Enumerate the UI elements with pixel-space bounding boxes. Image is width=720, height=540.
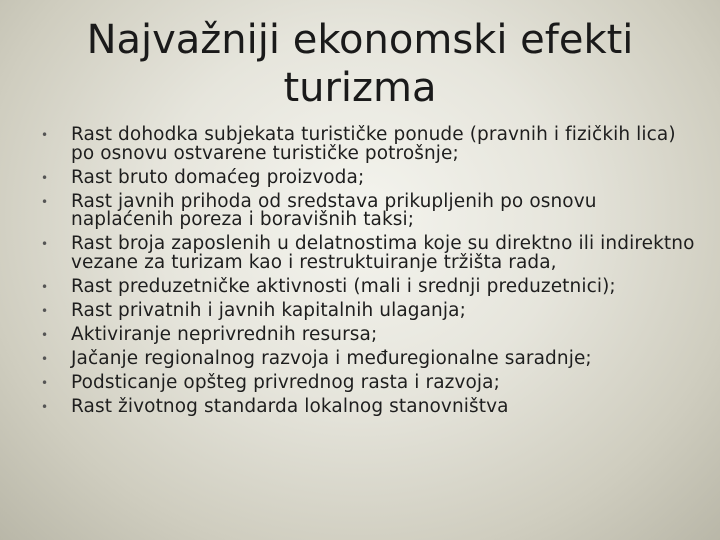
bullet-item: [38, 323, 698, 345]
bullet-item: [38, 299, 698, 321]
bullet-icon: •: [41, 170, 49, 185]
bullet-item: [38, 235, 698, 272]
bullet-text: Rast životnog standarda lokalnog stanovništva: [71, 395, 509, 417]
bullet-icon: •: [41, 303, 49, 318]
bullet-item: [38, 190, 698, 231]
bullet-icon: •: [41, 375, 49, 390]
slide-title: [40, 16, 680, 112]
bullet-item: [38, 275, 698, 297]
bullet-text: Rast privatnih i javnih kapitalnih ulaganja;: [71, 299, 466, 321]
bullet-text: Rast broja zaposlenih u delatnostima koje su direktno ili indirektno vezane za turizam kao i restruktuiranje tržišta rada,: [71, 233, 695, 273]
bullet-item: [38, 347, 698, 369]
slide-title-line-2: turizma: [283, 65, 437, 111]
bullet-icon: •: [41, 128, 49, 142]
bullet-icon: •: [41, 327, 49, 342]
bullet-icon: •: [41, 237, 49, 252]
bullet-text: Jačanje regionalnog razvoja i međuregionalne saradnje;: [71, 347, 592, 369]
bullet-text: Rast bruto domaćeg proizvoda;: [71, 166, 365, 188]
bullet-item: [38, 371, 698, 393]
slide-title-line-1: Najvažniji ekonomski efekti: [86, 17, 634, 63]
bullet-text: Aktiviranje neprivrednih resursa;: [71, 323, 378, 345]
bullet-list: [38, 126, 698, 422]
bullet-text: Podsticanje opšteg privrednog rasta i razvoja;: [71, 371, 500, 393]
bullet-icon: •: [41, 279, 49, 294]
bullet-text: Rast javnih prihoda od sredstava prikupljenih po osnovu naplaćenih poreza i boravišnih taksi;: [71, 190, 597, 231]
bullet-text: Rast preduzetničke aktivnosti (mali i srednji preduzetnici);: [71, 275, 616, 297]
bullet-text: Rast dohodka subjekata turističke ponude (pravnih i fizičkih lica) po osnovu ostvarene turističke potrošnje;: [71, 124, 676, 164]
bullet-icon: •: [41, 194, 49, 209]
bullet-item: [38, 126, 698, 163]
bullet-item: [38, 395, 698, 417]
bullet-icon: •: [41, 399, 49, 414]
bullet-icon: •: [41, 351, 49, 366]
bullet-item: [38, 166, 698, 188]
